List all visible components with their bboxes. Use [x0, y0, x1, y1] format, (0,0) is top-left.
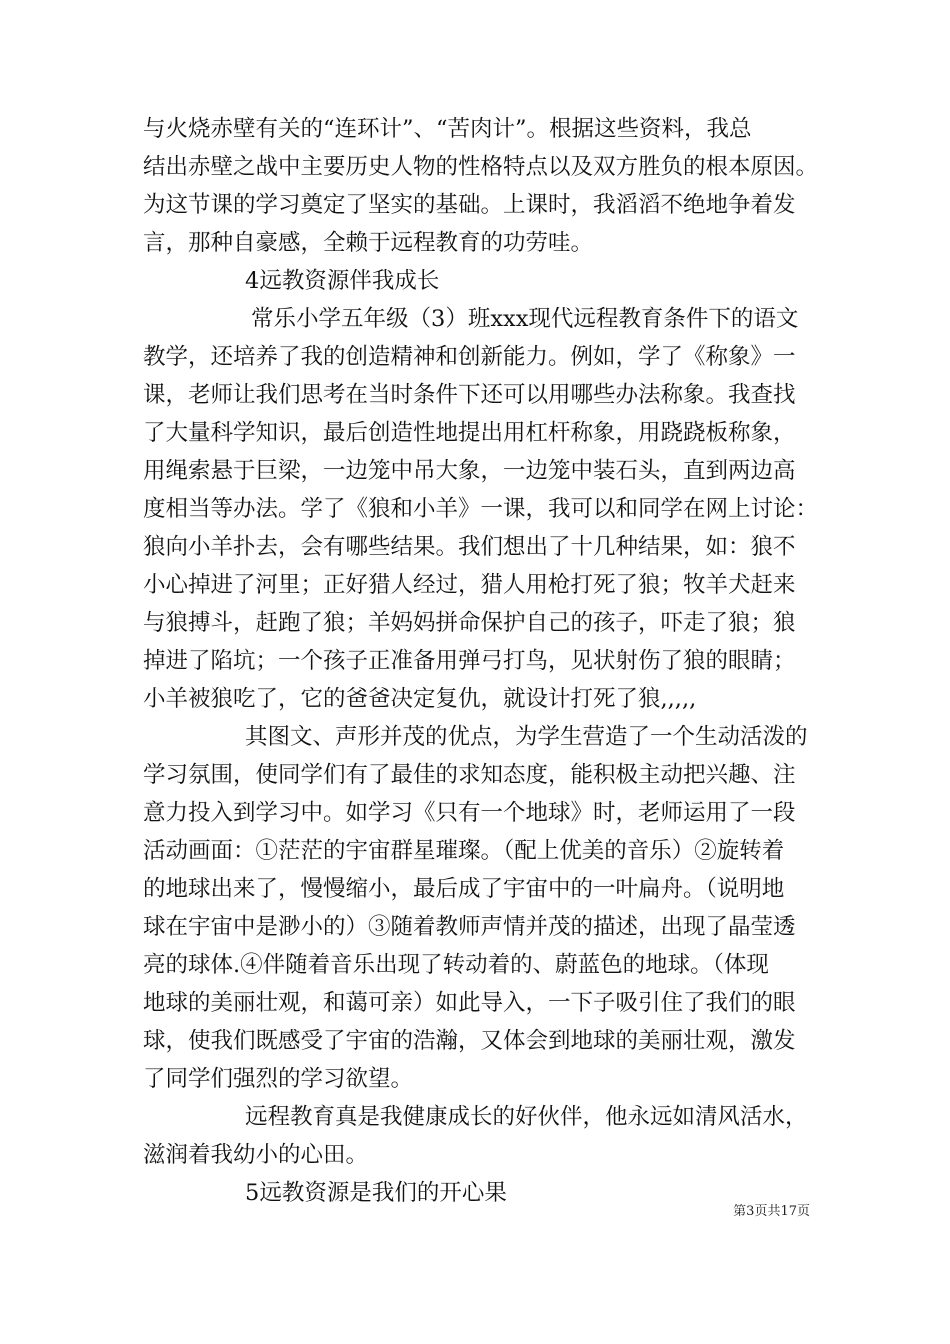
- text-line: 的地球出来了，慢慢缩小，最后成了宇宙中的一叶扁舟。（说明地: [143, 876, 785, 902]
- text-line: 用绳索悬于巨梁，一边笼中吊大象，一边笼中装石头，直到两边高: [143, 458, 796, 484]
- text-line: 滋润着我幼小的心田。: [143, 1142, 369, 1168]
- text-line: 言，那种自豪感，全赖于远程教育的功劳哇。: [143, 230, 594, 256]
- text-line: 常乐小学五年级（3）班xxx现代远程教育条件下的语文: [251, 306, 799, 332]
- text-line: 与火烧赤壁有关的“连环计”、“苦肉计”。根据这些资料，我总: [143, 116, 752, 142]
- text-line: 教学，还培养了我的创造精神和创新能力。例如，学了《称象》一: [143, 344, 796, 370]
- text-line: 了大量科学知识，最后创造性地提出用杠杆称象，用跷跷板称象，: [143, 420, 796, 446]
- text-line: 学习氛围，使同学们有了最佳的求知态度，能积极主动把兴趣、注: [143, 762, 796, 788]
- text-line: 掉进了陷坑；一个孩子正准备用弹弓打鸟，见状射伤了狼的眼睛；: [143, 648, 796, 674]
- text-line: 意力投入到学习中。如学习《只有一个地球》时，老师运用了一段: [143, 800, 796, 826]
- text-line: 小羊被狼吃了，它的爸爸决定复仇，就设计打死了狼,,,,,: [143, 686, 697, 712]
- text-line: 其图文、声形并茂的优点，为学生营造了一个生动活泼的: [245, 724, 808, 750]
- text-line: 地球的美丽壮观，和蔼可亲）如此导入，一下子吸引住了我们的眼: [143, 990, 796, 1016]
- text-line: 远程教育真是我健康成长的好伙伴，他永远如清风活水，: [245, 1104, 808, 1130]
- section-heading: 4远教资源伴我成长: [245, 268, 440, 294]
- text-line: 球在宇宙中是渺小的）③随着教师声情并茂的描述，出现了晶莹透: [143, 914, 796, 940]
- section-heading: 5远教资源是我们的开心果: [245, 1180, 507, 1206]
- text-line: 课，老师让我们思考在当时条件下还可以用哪些办法称象。我查找: [143, 382, 796, 408]
- text-line: 活动画面：①茫茫的宇宙群星璀璨。（配上优美的音乐）②旋转着: [143, 838, 785, 864]
- text-line: 狼向小羊扑去，会有哪些结果。我们想出了十几种结果，如：狼不: [143, 534, 796, 560]
- text-line: 度相当等办法。学了《狼和小羊》一课，我可以和同学在网上讨论：: [143, 496, 819, 522]
- text-line: 结出赤壁之战中主要历史人物的性格特点以及双方胜负的根本原因。: [143, 154, 819, 180]
- text-line: 亮的球体.④伴随着音乐出现了转动着的、蔚蓝色的地球。（体现: [143, 952, 769, 978]
- page-number: 第3页共17页: [733, 1204, 810, 1219]
- text-line: 了同学们强烈的学习欲望。: [143, 1066, 414, 1092]
- text-line: 球，使我们既感受了宇宙的浩瀚，又体会到地球的美丽壮观，激发: [143, 1028, 796, 1054]
- body-text: [143, 110, 823, 1212]
- text-line: 小心掉进了河里；正好猎人经过，猎人用枪打死了狼；牧羊犬赶来: [143, 572, 796, 598]
- text-line: 为这节课的学习奠定了坚实的基础。上课时，我滔滔不绝地争着发: [143, 192, 796, 218]
- text-line: 与狼搏斗，赶跑了狼；羊妈妈拼命保护自己的孩子，吓走了狼；狼: [143, 610, 796, 636]
